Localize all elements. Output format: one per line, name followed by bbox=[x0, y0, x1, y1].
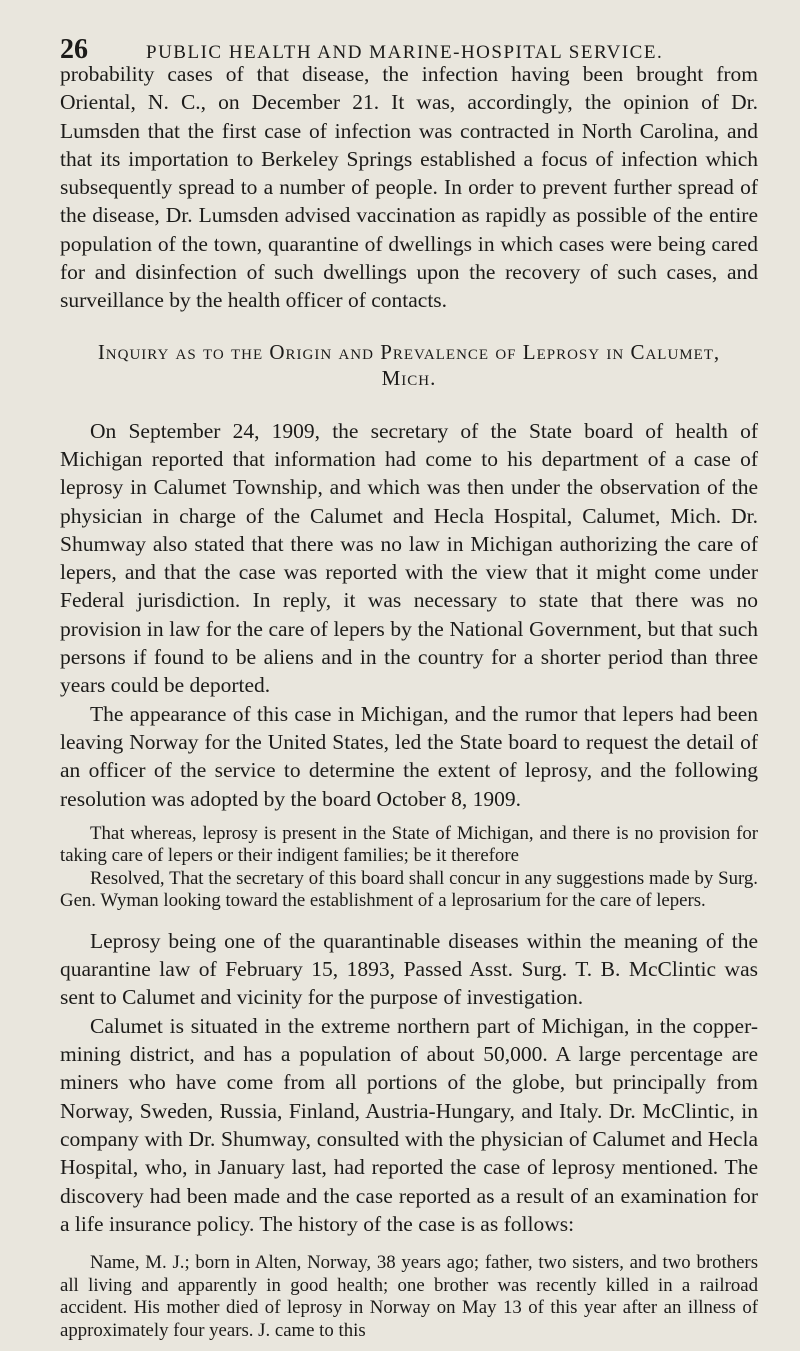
resolution-whereas: That whereas, leprosy is present in the State of Michigan, and there is no provision for taking care of lepers or their indigent families; be it therefore bbox=[60, 822, 758, 867]
paragraph-september-report: On September 24, 1909, the secretary of the State board of health of Michigan reported that information had come to his department of a case of leprosy in Calumet Township, and which was then under the observation of the physician in charge of the Calumet and Hecla Hospital, Calumet, Mich. Dr. Shumway also stated that there was no law in Michigan authorizing the care of lepers, and that the case was reported with the view that it might come under Federal jurisdiction. In reply, it was necessary to state that there was no provision in law for the care of lepers by the National Government, but that such persons if found to be aliens and in the country for a shorter period than three years could be deported. bbox=[60, 418, 758, 698]
page-header bbox=[60, 0, 758, 65]
paragraph-calumet: Calumet is situated in the extreme northern part of Michigan, in the copper-mining district, and has a population of about 50,000. A large percentage are miners who have come from all portions of the globe, but principally from Norway, Sweden, Russia, Finland, Austria-Hungary, and Italy. Dr. McClintic, in company with Dr. Shumway, consulted with the physician of Calumet and Hecla Hospital, who, in January last, had reported the case of leprosy mentioned. The discovery had been made and the case reported as a result of an examination for a life insurance policy. The history of the case is as follows: bbox=[60, 1013, 758, 1236]
paragraph-continuation: probability cases of that disease, the infection having been brought from Oriental, N. C., on December 21. It was, accordingly, the opinion of Dr. Lumsden that the first case of infection was contracted in North Carolina, and that its importation to Berkeley Springs established a focus of infection which subsequently spread to a number of people. In order to prevent further spread of the disease, Dr. Lumsden advised vaccination as rapidly as possible of the entire population of the town, quarantine of dwellings in which cases were being cared for and disinfection of such dwellings upon the recovery of such cases, and surveillance by the health officer of contacts. bbox=[60, 62, 758, 313]
case-history: Name, M. J.; born in Alten, Norway, 38 years ago; father, two sisters, and two brothers all living and apparently in good health; one brother was recently killed in a railroad accident. His mother died of leprosy in Norway on May 13 of this year after an illness of approximately four years. J. came to this bbox=[60, 1252, 758, 1341]
section-heading: Inquiry as to the Origin and Prevalence of Leprosy in Calumet, Mich. bbox=[97, 339, 721, 390]
resolution-resolved: Resolved, That the secretary of this board shall concur in any suggestions made by Surg. Gen. Wyman looking toward the establishment of a leprosarium for the care of lepers. bbox=[60, 867, 758, 912]
paragraph-quarantine-law: Leprosy being one of the quarantinable diseases within the meaning of the quarantine law of February 15, 1893, Passed Asst. Surg. T. B. McClintic was sent to Calumet and vicinity for the purpose of investigation. bbox=[60, 928, 758, 1010]
page-number: 26 bbox=[60, 34, 88, 65]
running-head: PUBLIC HEALTH AND MARINE-HOSPITAL SERVICE. bbox=[146, 42, 664, 63]
paragraph-appearance: The appearance of this case in Michigan, and the rumor that lepers had been leaving Norway for the United States, led the State board to request the detail of an officer of the service to determine the extent of leprosy, and the following resolution was adopted by the board October 8, 1909. bbox=[60, 701, 758, 811]
